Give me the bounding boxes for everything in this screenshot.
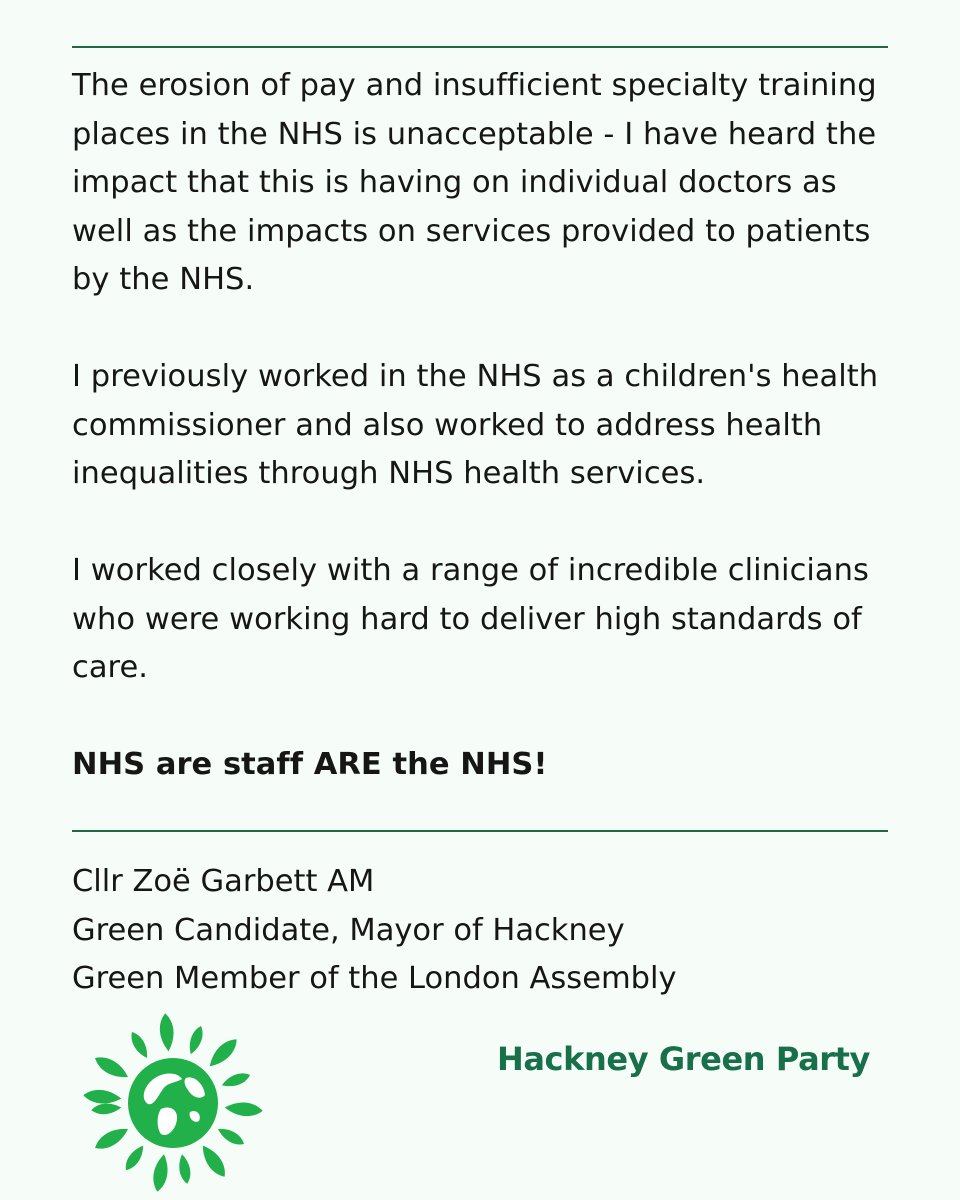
logo-petal <box>151 1153 171 1193</box>
logo-petal <box>215 1124 246 1148</box>
top-divider <box>72 46 888 48</box>
logo-petal <box>197 1142 230 1181</box>
logo-petal <box>205 1035 241 1071</box>
green-party-globe-sunflower-icon <box>68 1008 278 1198</box>
signatory-name: Cllr Zoë Garbett AM <box>72 864 375 899</box>
statement <box>72 62 888 790</box>
signature-block <box>72 858 888 1004</box>
statement-paragraph-2: I previously worked in the NHS as a children's health commissioner and also worked to address health inequalities through NHS health services. <box>72 359 879 491</box>
statement-paragraph-3: I worked closely with a range of incredible clinicians who were working hard to deliver high standards of care. <box>72 553 869 685</box>
logo-petal <box>127 1029 151 1060</box>
logo-petal <box>92 1052 132 1083</box>
logo-petal <box>224 1101 263 1118</box>
logo-petal <box>220 1070 252 1090</box>
logo-petal <box>177 1153 193 1184</box>
signatory-role-1: Green Candidate, Mayor of Hackney <box>72 912 625 948</box>
statement-closing: NHS are staff ARE the NHS! <box>72 747 548 782</box>
logo-petal <box>92 1123 132 1154</box>
party-name: Hackney Green Party <box>496 1040 870 1078</box>
signature-divider <box>72 830 888 832</box>
statement-paragraph-1: The erosion of pay and insufficient specialty training places in the NHS is unacceptable - I have heard the impact that this is having on individual doctors as well as the impacts on services provided to patients by the NHS. <box>72 68 877 297</box>
logo-petal <box>91 1102 122 1115</box>
logo-petal <box>186 1024 206 1056</box>
signatory-role-2: Green Member of the London Assembly <box>72 961 677 996</box>
logo-petal <box>158 1013 175 1052</box>
logo-petal <box>122 1143 148 1174</box>
logo-petal <box>83 1088 122 1105</box>
